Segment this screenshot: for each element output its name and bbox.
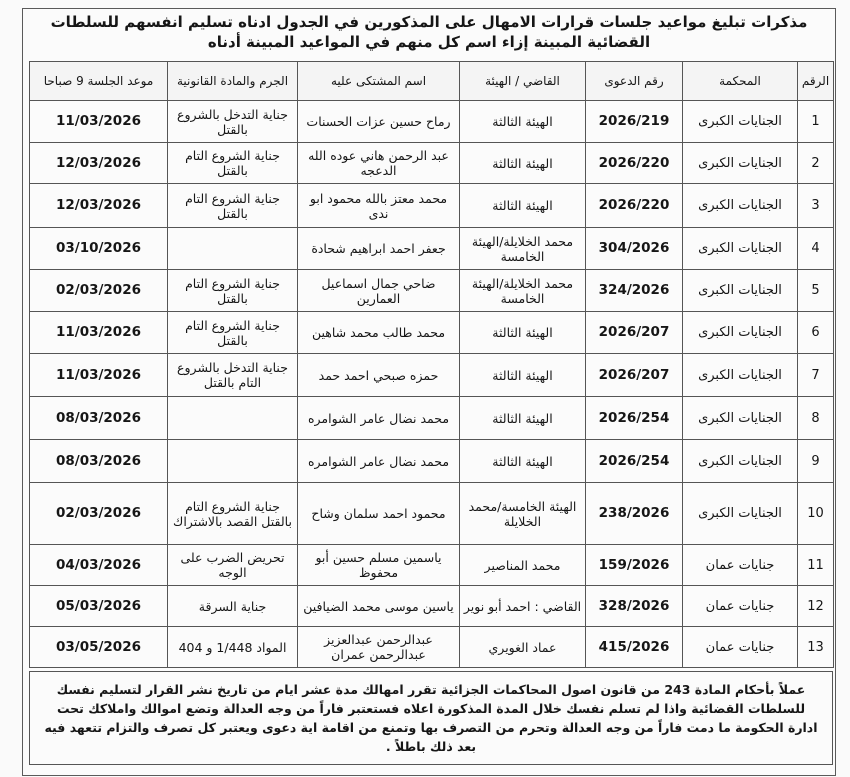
cell-judge: محمد الخلايلة/الهيئة الخامسة	[460, 270, 586, 312]
table-row	[30, 545, 834, 586]
cell-court: الجنايات الكبرى	[683, 184, 798, 228]
cell-crime: تحريض الضرب على الوجه	[168, 545, 298, 586]
document-title: مذكرات تبليغ مواعيد جلسات قرارات الامهال على المذكورين في الجدول ادناه تسليم انفسهم للسلطات القضائية المبينة إزاء اسم كل منهم في المواعيد المبينة أدناه	[50, 13, 808, 51]
cell-court: جنايات عمان	[683, 586, 798, 627]
header-num: الرقم	[798, 62, 834, 101]
cell-judge: الهيئة الخامسة/محمد الخلايلة	[460, 483, 586, 545]
cell-defendant: محمد طالب محمد شاهين	[298, 312, 460, 354]
cell-defendant: محمد نضال عامر الشوامره	[298, 397, 460, 440]
cell-num: 11	[798, 545, 834, 586]
cell-crime	[168, 397, 298, 440]
header-date: موعد الجلسة 9 صباحا	[30, 62, 168, 101]
header-judge: القاضي / الهيئة	[460, 62, 586, 101]
table-header-row	[30, 62, 834, 101]
cell-crime: جناية الشروع التام بالقتل	[168, 184, 298, 228]
cell-judge: محمد الخلايلة/الهيئة الخامسة	[460, 228, 586, 270]
table-row	[30, 627, 834, 668]
cell-date: 02/03/2026	[30, 270, 168, 312]
cell-judge: الهيئة الثالثة	[460, 312, 586, 354]
cell-num: 4	[798, 228, 834, 270]
cell-court: الجنايات الكبرى	[683, 143, 798, 184]
table-row	[30, 228, 834, 270]
header-defendant: اسم المشتكى عليه	[298, 62, 460, 101]
cell-date: 03/05/2026	[30, 627, 168, 668]
cell-crime: جناية التدخل بالشروع التام بالقتل	[168, 354, 298, 397]
cell-judge: محمد المناصير	[460, 545, 586, 586]
cell-case: 2026/219	[586, 101, 683, 143]
table-row	[30, 586, 834, 627]
cell-date: 11/03/2026	[30, 312, 168, 354]
cell-crime: جناية الشروع التام بالقتل	[168, 312, 298, 354]
cell-num: 3	[798, 184, 834, 228]
cell-date: 12/03/2026	[30, 143, 168, 184]
cell-date: 03/10/2026	[30, 228, 168, 270]
cell-num: 1	[798, 101, 834, 143]
cell-crime: جناية الشروع التام بالقتل	[168, 270, 298, 312]
cell-date: 05/03/2026	[30, 586, 168, 627]
cell-case: 415/2026	[586, 627, 683, 668]
notice-page	[22, 8, 836, 776]
cell-defendant: محمد نضال عامر الشوامره	[298, 440, 460, 483]
cell-court: الجنايات الكبرى	[683, 354, 798, 397]
cell-defendant: محمد معتز بالله محمود ابو ندى	[298, 184, 460, 228]
cell-court: الجنايات الكبرى	[683, 483, 798, 545]
cell-case: 238/2026	[586, 483, 683, 545]
cell-defendant: محمود احمد سلمان وشاح	[298, 483, 460, 545]
cell-case: 2026/207	[586, 312, 683, 354]
cell-case: 2026/220	[586, 184, 683, 228]
header-court: المحكمة	[683, 62, 798, 101]
cell-date: 12/03/2026	[30, 184, 168, 228]
cell-crime	[168, 440, 298, 483]
cell-defendant: رماح حسين عزات الحسنات	[298, 101, 460, 143]
cell-judge: الهيئة الثالثة	[460, 440, 586, 483]
table-row	[30, 397, 834, 440]
cell-defendant: ياسمين مسلم حسين أبو محفوظ	[298, 545, 460, 586]
cell-date: 04/03/2026	[30, 545, 168, 586]
cell-num: 5	[798, 270, 834, 312]
cell-crime: جناية الشروع التام بالقتل القصد بالاشتراك	[168, 483, 298, 545]
cell-court: الجنايات الكبرى	[683, 270, 798, 312]
cell-case: 2026/254	[586, 397, 683, 440]
cell-num: 10	[798, 483, 834, 545]
cell-case: 2026/254	[586, 440, 683, 483]
cell-defendant: حمزه صبحي احمد حمد	[298, 354, 460, 397]
cell-court: الجنايات الكبرى	[683, 440, 798, 483]
cell-court: الجنايات الكبرى	[683, 397, 798, 440]
cell-crime: جناية الشروع التام بالقتل	[168, 143, 298, 184]
cell-crime: جناية السرقة	[168, 586, 298, 627]
cell-num: 8	[798, 397, 834, 440]
cell-num: 9	[798, 440, 834, 483]
cell-judge: عماد الغويري	[460, 627, 586, 668]
cell-judge: الهيئة الثالثة	[460, 184, 586, 228]
table-row	[30, 483, 834, 545]
cell-crime	[168, 228, 298, 270]
table-row	[30, 143, 834, 184]
cell-num: 13	[798, 627, 834, 668]
cell-defendant: عبدالرحمن عبدالعزيز عبدالرحمن عمران	[298, 627, 460, 668]
table-row	[30, 101, 834, 143]
cell-case: 2026/207	[586, 354, 683, 397]
sessions-table	[29, 61, 834, 668]
cell-court: الجنايات الكبرى	[683, 228, 798, 270]
header-crime: الجرم والمادة القانونية	[168, 62, 298, 101]
cell-date: 08/03/2026	[30, 440, 168, 483]
cell-court: جنايات عمان	[683, 545, 798, 586]
header-case: رقم الدعوى	[586, 62, 683, 101]
table-row	[30, 354, 834, 397]
cell-court: الجنايات الكبرى	[683, 312, 798, 354]
cell-date: 08/03/2026	[30, 397, 168, 440]
cell-judge: الهيئة الثالثة	[460, 101, 586, 143]
cell-judge: القاضي : احمد أبو نوير	[460, 586, 586, 627]
cell-case: 324/2026	[586, 270, 683, 312]
cell-defendant: ياسين موسى محمد الضيافين	[298, 586, 460, 627]
cell-case: 159/2026	[586, 545, 683, 586]
cell-num: 2	[798, 143, 834, 184]
table-row	[30, 312, 834, 354]
cell-court: الجنايات الكبرى	[683, 101, 798, 143]
cell-date: 11/03/2026	[30, 101, 168, 143]
legal-notice-footer: عملاً بأحكام المادة 243 من قانون اصول المحاكمات الجزائية تقرر امهالك مدة عشر ايام من تاريخ نشر القرار لتسليم نفسك للسلطات القضائية واذا لم تسلم نفسك خلال المدة المذكورة اعلاه فستعتبر فاراً من وجه العدالة وتضع اموالك واملاكك تحت ادارة الحكومة ما دمت فاراً من وجه العدالة وتحرم من التصرف بها وتمنع من اقامة اية دعوى ويعتبر كل تصرف والتزام تتعهد فيه بعد ذلك باطلاً .	[29, 671, 833, 765]
cell-court: جنايات عمان	[683, 627, 798, 668]
cell-defendant: ضاحي جمال اسماعيل العمارين	[298, 270, 460, 312]
table-row	[30, 440, 834, 483]
cell-judge: الهيئة الثالثة	[460, 397, 586, 440]
cell-defendant: عبد الرحمن هاني عوده الله الدعجه	[298, 143, 460, 184]
cell-num: 7	[798, 354, 834, 397]
cell-date: 11/03/2026	[30, 354, 168, 397]
table-row	[30, 184, 834, 228]
cell-crime: جناية التدخل بالشروع بالقتل	[168, 101, 298, 143]
cell-case: 304/2026	[586, 228, 683, 270]
cell-case: 328/2026	[586, 586, 683, 627]
cell-defendant: جعفر احمد ابراهيم شحادة	[298, 228, 460, 270]
cell-num: 6	[798, 312, 834, 354]
cell-judge: الهيئة الثالثة	[460, 143, 586, 184]
cell-num: 12	[798, 586, 834, 627]
cell-date: 02/03/2026	[30, 483, 168, 545]
cell-crime: المواد 1/448 و 404	[168, 627, 298, 668]
table-row	[30, 270, 834, 312]
cell-judge: الهيئة الثالثة	[460, 354, 586, 397]
cell-case: 2026/220	[586, 143, 683, 184]
